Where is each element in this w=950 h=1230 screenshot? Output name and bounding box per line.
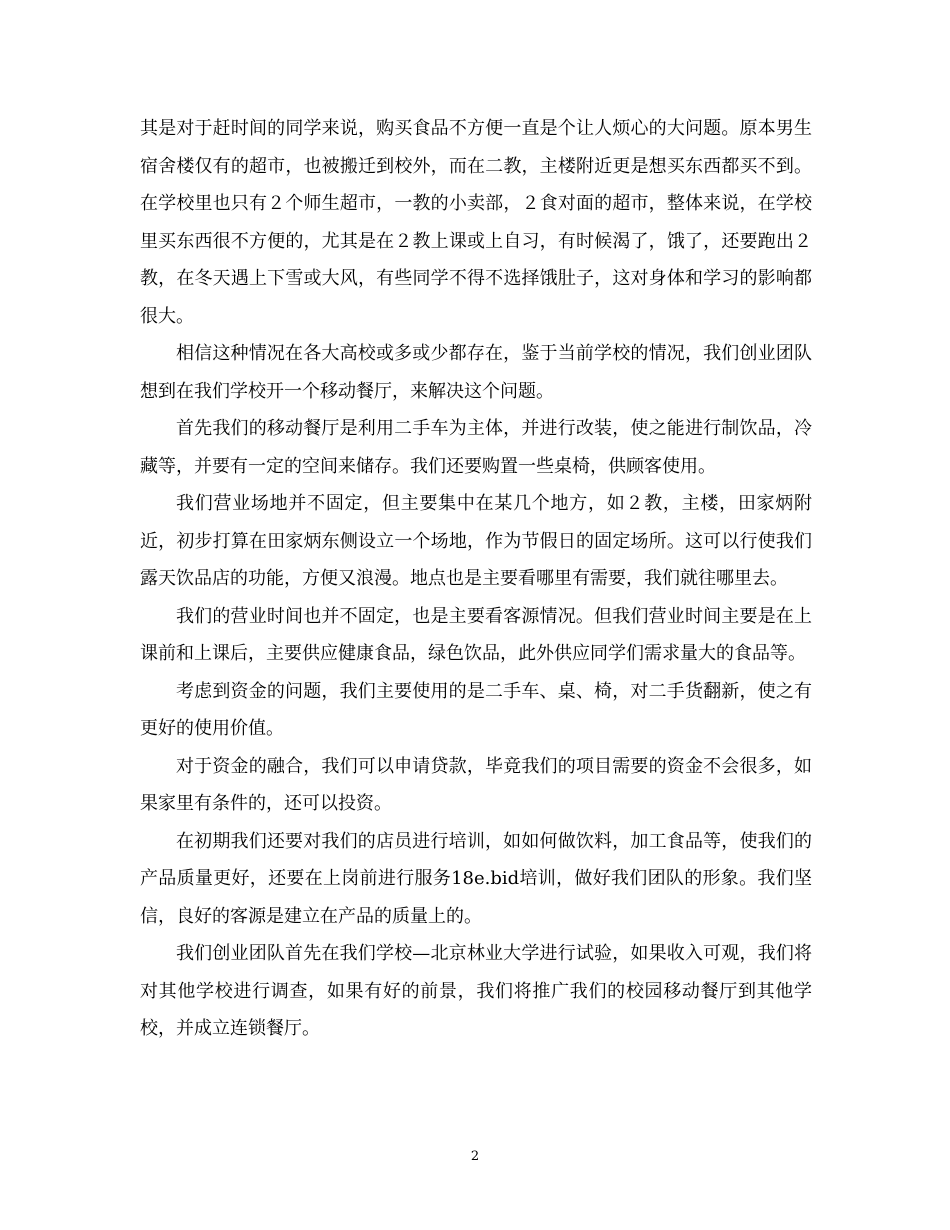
paragraph: 我们的营业时间也并不固定，也是主要看客源情况。但我们营业时间主要是在上课前和上课后，主要供应健康食品，绿色饮品，此外供应同学们需求量大的食品等。 <box>140 605 812 664</box>
paragraph: 在初期我们还要对我们的店员进行培训，如如何做饮料，加工食品等，使我们的产品质量更好，还要在上岗前进行服务18e.bid培训，做好我们团队的形象。我们坚信，良好的客源是建立在产品的质量上的。 <box>140 830 812 927</box>
paragraph: 我们营业场地并不固定，但主要集中在某几个地方，如２教，主楼，田家炳附近，初步打算在田家炳东侧设立一个场地，作为节假日的固定场所。这可以行使我们露天饮品店的功能，方便又浪漫。地点也是主要看哪里有需要，我们就往哪里去。 <box>140 493 812 589</box>
paragraph: 首先我们的移动餐厅是利用二手车为主体，并进行改装，使之能进行制饮品，冷藏等，并要有一定的空间来储存。我们还要购置一些桌椅，供顾客使用。 <box>140 418 812 477</box>
paragraph: 相信这种情况在各大高校或多或少都存在，鉴于当前学校的情况，我们创业团队想到在我们学校开一个移动餐厅，来解决这个问题。 <box>140 343 812 402</box>
paragraph-continued: 其是对于赶时间的同学来说，购买食品不方便一直是个让人烦心的大问题。原本男生宿舍楼仅有的超市，也被搬迁到校外，而在二教，主楼附近更是想买东西都买不到。在学校里也只有２个师生超市，一教的小卖部，２食对面的超市，整体来说，在学校里买东西很不方便的，尤其是在２教上课或上自习，有时候渴了，饿了，还要跑出２教，在冬天遇上下雪或大风，有些同学不得不选择饿肚子，这对身体和学习的影响都很大。 <box>140 118 812 327</box>
paragraph: 考虑到资金的问题，我们主要使用的是二手车、桌、椅，对二手货翻新，使之有更好的使用价值。 <box>140 680 812 739</box>
paragraph: 我们创业团队首先在我们学校—北京林业大学进行试验，如果收入可观，我们将对其他学校进行调查，如果有好的前景，我们将推广我们的校园移动餐厅到其他学校，并成立连锁餐厅。 <box>140 943 812 1039</box>
document-body <box>140 110 812 1048</box>
paragraph: 对于资金的融合，我们可以申请贷款，毕竟我们的项目需要的资金不会很多，如果家里有条件的，还可以投资。 <box>140 755 812 814</box>
page-number: 2 <box>470 1149 480 1164</box>
